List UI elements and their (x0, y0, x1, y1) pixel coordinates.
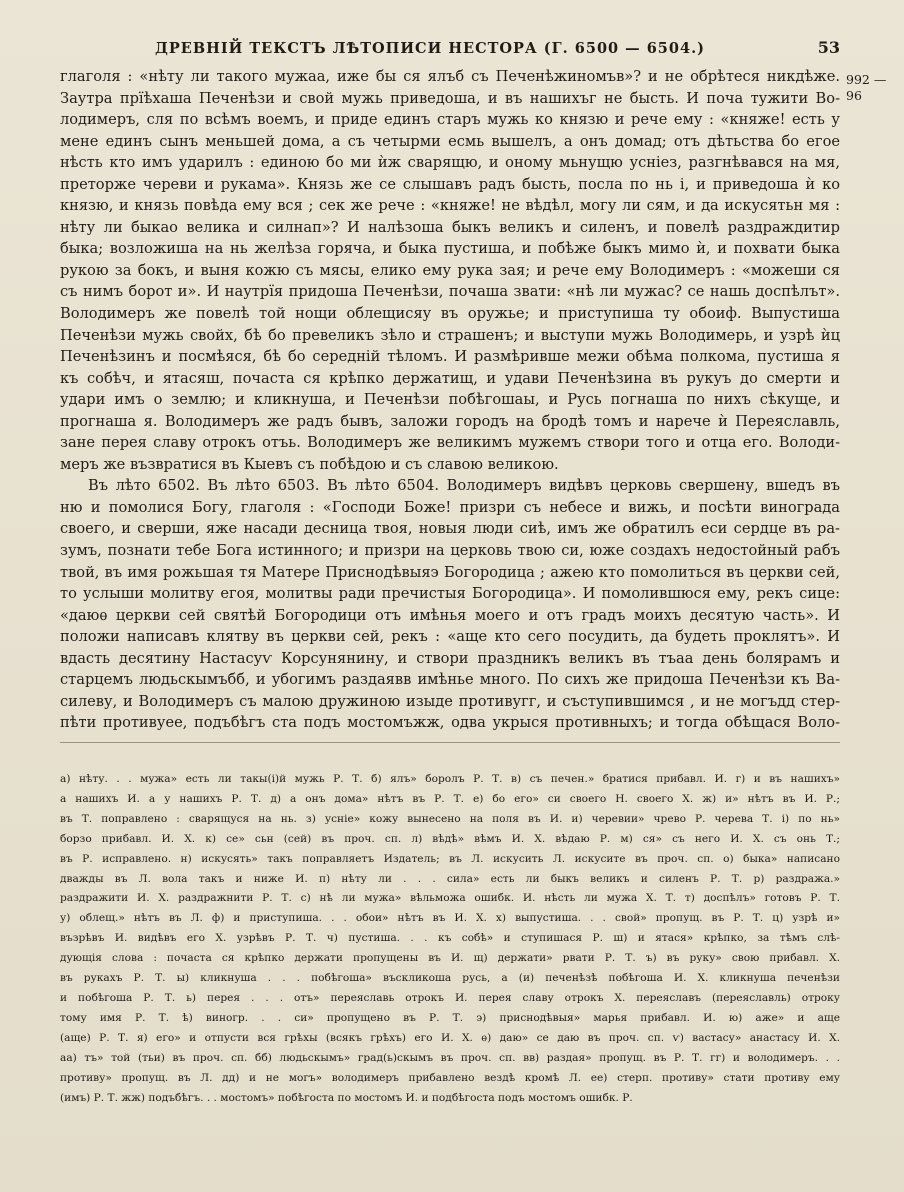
text-line: князю, и князь повѣда ему вся ; сек же рече : «княже! не вѣдѣл, могу ли сям, и да искусятьн мя : (60, 197, 840, 215)
footnote-line: (аще) Р. Т. я) его» и отпусти вся грѣхы (всякъ грѣхъ) его И. Х. ѳ) даю» се даю въ проч. сп. ѵ) вастасу» анастасу И. Х. (60, 1031, 840, 1044)
text-line: Въ лѣто 6502. Въ лѣто 6503. Въ лѣто 6504. Володимеръ видѣвъ церковь свершену, вшедъ въ (88, 477, 840, 495)
footnotes (60, 770, 840, 1108)
footnote-line: дующія слова : почаста ся крѣпко держати пропущены въ И. щ) держати» рвати Р. Т. ъ) въ руку» свою прибавл. Х. (60, 952, 840, 965)
text-line: Заутра прїѣхаша Печенѣзи и свой мужь приведоша, и въ нашихъг не бысть. И поча тужити Во- (60, 89, 840, 107)
text-line: твой, въ имя рожьшая тя Матере Приснодѣвыяэ Богородица ; ажею кто помолиться въ церкви сей, (60, 563, 840, 581)
text-line: «даюѳ церкви сей святѣй Богородици отъ имѣнья моего и отъ градъ моихъ десятую часть». И (60, 606, 840, 624)
text-line: ню и помолися Богу, глаголя : «Господи Боже! призри съ небесе и вижь, и посѣти винограда (60, 498, 840, 516)
text-line: мене единъ сынъ меньшей дома, а съ четырми есмь вышелъ, а онъ домад; отъ дѣтьства бо егое (60, 132, 840, 150)
text-line: Володимеръ же повелѣ той нощи облещисяу въ оружье; и приступиша ту обоиф. Выпустиша (60, 305, 840, 323)
footnote-line: аа) тъ» той (тьи) въ проч. сп. бб) людьскымъ» град(ь)скымъ въ проч. сп. вв) раздая» пропущ. въ Р. Т. гг) и володимеръ. . . (60, 1051, 840, 1064)
text-line: Печенѣзинъ и посмѣяся, бѣ бо середній тѣломъ. И размѣривше межи обѣма полкома, пустиша я (60, 348, 840, 366)
text-line: съ нимъ борот и». И наутрїя придоша Печенѣзи, почаша звати: «нѣ ли мужас? се нашь доспѣлът». (60, 283, 840, 301)
text-line: рукою за бокъ, и выня кожю съ мясы, елико ему рука зая; и рече ему Володимеръ : «можеши ся (60, 261, 840, 279)
footnote-line: въ Т. поправлено : сварящуся на нь. з) усніе» кожу вынесено на поля въ И. и) черевии» чрево Р. черева Т. і) по нь» (60, 812, 840, 825)
footnote-divider (60, 742, 840, 743)
text-line: силеву, и Володимеръ съ малою дружиною изыде противугг, и съступившимся , и не могъдд стер- (60, 692, 840, 710)
text-line: быка; возложиша на нь желѣза горяча, и быка пустиша, и побѣже быкъ мимо ѝ, и похвати быка (60, 240, 840, 258)
text-line: преторже череви и рукама». Князь же се слышавъ радъ бысть, посла по нь і, и приведоша ѝ ко (60, 175, 840, 193)
text-line: лодимеръ, сля по всѣмъ воемъ, и приде единъ старъ мужь ко князю и рече ему : «княже! есть у (60, 111, 840, 129)
text-line: положи написавъ клятву въ церкви сей, рекъ : «аще кто сего посудить, да будеть проклятъ». И (60, 628, 840, 646)
footnote-line: а нашихъ И. а у нашихъ Р. Т. д) а онъ дома» нѣтъ въ Р. Т. е) бо его» си своего Н. своего Х. ж) и» нѣтъ въ И. Р.; (60, 792, 840, 805)
margin-year-note: 992 —96 (846, 72, 887, 103)
text-line: старцемъ людьскымъбб, и убогимъ раздаявв имѣнье много. По сихъ же придоша Печенѣзи къ Ва- (60, 671, 840, 689)
page-header (60, 38, 840, 57)
footnote-line: у) облещ.» нѣтъ въ Л. ф) и приступиша. . . обои» нѣтъ въ И. Х. х) выпустиша. . . свой» пропущ. въ Р. Т. ц) узрѣ и» (60, 912, 840, 925)
text-line: нѣсть кто имъ ударилъ : единою бо ми ѝж сварящю, и оному мьнущю усніез, разгнѣвався на мя, (60, 154, 840, 172)
text-line: прогнаша я. Володимеръ же радъ бывъ, заложи городъ на бродѣ томъ и нарече ѝ Переяславль, (60, 412, 840, 430)
footnote-line: въ Р. исправлено. н) искусять» такъ поправляетъ Издатель; въ Л. искусить Л. искусите въ проч. сп. о) быка» написано (60, 852, 840, 865)
main-text (60, 66, 840, 734)
page-number: 53 (817, 38, 840, 57)
footnote-line: а) нѣту. . . мужа» есть ли такы(і)й мужь Р. Т. б) ялъ» боролъ Р. Т. в) съ печен.» братися прибавл. И. г) и въ нашихъ» (60, 773, 840, 785)
footnote-line: борзо прибавл. И. Х. к) се» сьн (сей) въ проч. сп. л) вѣдѣ» вѣмъ И. Х. вѣдаю Р. м) ся» съ него И. Х. съ онь Т.; (60, 832, 840, 845)
text-line: зане перея славу отрокъ отъь. Володимеръ же великимъ мужемъ створи того и отца его. Володи- (60, 434, 840, 452)
text-line: зумъ, познати тебе Бога истинного; и призри на церковь твою си, юже создахъ недостойный рабъ (60, 542, 840, 560)
footnote-line: (имъ) Р. Т. жж) подъбѣгъ. . . мостомъ» побѣгоста по мостомъ И. и подбѣгоста подъ мостомъ ошибк. Р. (60, 1091, 633, 1104)
footnote-line: раздражити И. Х. раздражнити Р. Т. с) нѣ ли мужа» вѣльможа ошибк. И. нѣсть ли мужа Х. Т. т) доспѣлъ» готовъ Р. Т. (60, 892, 840, 905)
text-line: вдасть десятину Настасуѵ Корсунянину, и створи праздникъ великъ въ тъаа день болярамъ и (60, 649, 840, 667)
footnote-line: и побѣгоша Р. Т. ь) перея . . . отъ» переяславь отрокъ И. перея славу отрокъ Х. переяславъ (переяславль) отроку (60, 991, 840, 1004)
text-line: къ собѣч, и ятасяш, почаста ся крѣпко держатищ, и удави Печенѣзина въ рукуъ до смерти и (60, 369, 840, 387)
text-line: то услыши молитву егоя, молитвы ради пречистыя Богородица». И помолившюся ему, рекъ сице: (60, 585, 840, 603)
footnote-line: дважды въ Л. вола такъ и ниже И. п) нѣту ли . . . сила» есть ли быкъ великъ и силенъ Р. Т. р) раздража.» (60, 872, 840, 885)
text-line: своего, и сверши, яже насади десница твоя, новыя люди сиѣ, имъ же обратилъ еси сердце въ ра- (60, 520, 840, 538)
text-line: глаголя : «нѣту ли такого мужаа, иже бы ся ялъб съ Печенѣжиномъв»? и не обрѣтеся никдѣже. (60, 68, 840, 85)
text-line: удари имъ о землю; и кликнуша, и Печенѣзи побѣгошаы, и Русь погнаша по нихъ сѣкуще, и (60, 391, 840, 409)
footnote-line: въ рукахъ Р. Т. ы) кликнуша . . . побѣгоша» въскликоша русь, а (и) печенѣзѣ побѣгоша И. Х. кликнуша печенѣзи (60, 972, 840, 985)
text-line: меръ же възвратися въ Кыевъ съ побѣдою и съ славою великою. (60, 455, 559, 473)
footnote-line: противу» пропущ. въ Л. дд) и не могъ» володимеръ прибавлено вездѣ кромѣ Л. ее) стерп. противу» стати противу ему (60, 1071, 840, 1084)
footnote-line: тому имя Р. Т. ѣ) виногр. . . си» пропущено въ Р. Т. э) приснодѣвыя» марья прибавл. И. ю) аже» и аще (60, 1011, 840, 1024)
text-line: пѣти противуее, подъбѣгъ ста подъ мостомъжж, одва укрыся противныхъ; и тогда обѣщася Воло- (60, 714, 840, 732)
running-title: ДРЕВНІЙ ТЕКСТЪ ЛѢТОПИСИ НЕСТОРА (Г. 6500 — 6504.) (155, 40, 705, 57)
text-line: нѣту ли быкао велика и силнап»? И налѣзоша быкъ великъ и силенъ, и повелѣ раздраждитир (60, 218, 840, 236)
text-line: Печенѣзи мужь свойх, бѣ бо превеликъ зѣло и страшенъ; и выступи мужь Володимерь, и узрѣ ѝц (60, 326, 840, 344)
footnote-line: възрѣвъ И. видѣвъ его Х. узрѣвъ Р. Т. ч) пустиша. . . къ собѣ» и ступишася Р. ш) и ятася» крѣпко, за тѣмъ слѣ- (60, 932, 840, 945)
